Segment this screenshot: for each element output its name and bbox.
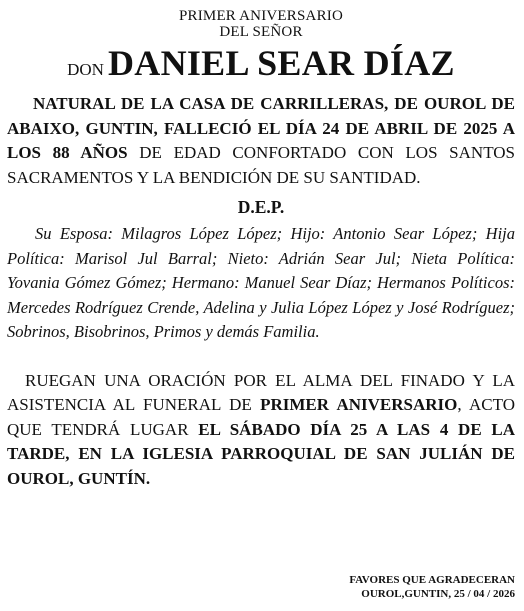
prayer-request-paragraph (7, 369, 515, 492)
name-prefix: DON (67, 60, 104, 79)
del-senor-heading: DEL SEÑOR (219, 24, 303, 40)
ruegan-part3: , ACTO QUE TENDRÁ LUGAR (7, 395, 515, 439)
ruegan-part4: EL SÁBADO DÍA 25 A LAS 4 DE LA TARDE, EN LA IGLESIA PARROQUIAL DE SAN JULIÁN DE OUROL, GUNTÍN. (7, 419, 515, 488)
footer-thanks: FAVORES QUE AGRADECERAN (349, 574, 515, 586)
death-details-bold: NATURAL DE LA CASA DE CARRILLERAS, DE OUROL DE ABAIXO, GUNTIN, FALLECIÓ EL DÍA 24 DE ABRIL DE 2025 A LOS 88 AÑOS (7, 94, 515, 162)
anniversary-heading: PRIMER ANIVERSARIO (178, 8, 344, 24)
footer-place-date: OUROL,GUNTIN, 25 / 04 / 2026 (361, 587, 515, 600)
family-list: Su Esposa: Milagros López López; Hijo: Antonio Sear López; Hija Política: Marisol Jul Barral; Nieto: Adrián Sear Jul; Nieta Política: Yovania Gómez Gómez; Hermano: Manuel Sear Díaz; Hermanos Políticos: Mercedes Rodríguez Crende, Adelina y Julia López López y José Rodríguez; Sobrinos, Bisobrinos, Primos y demás Familia. (7, 224, 515, 341)
death-details-rest: DE EDAD CONFORTADO CON LOS SANTOS SACRAMENTOS Y LA BENDICIÓN DE SU SANTIDAD. (7, 143, 515, 187)
deceased-name: DANIEL SEAR DÍAZ (107, 43, 455, 83)
footer-signature (349, 574, 515, 601)
ruegan-part2: PRIMER ANIVERSARIO (260, 395, 458, 414)
ruegan-part1: RUEGAN UNA ORACIÓN POR EL ALMA DEL FINADO Y LA ASISTENCIA AL FUNERAL DE (7, 370, 515, 414)
deceased-name-row (7, 42, 515, 82)
death-paragraph (7, 92, 515, 190)
obituary-notice (7, 0, 515, 491)
dep-heading: D.E.P. (237, 197, 285, 217)
